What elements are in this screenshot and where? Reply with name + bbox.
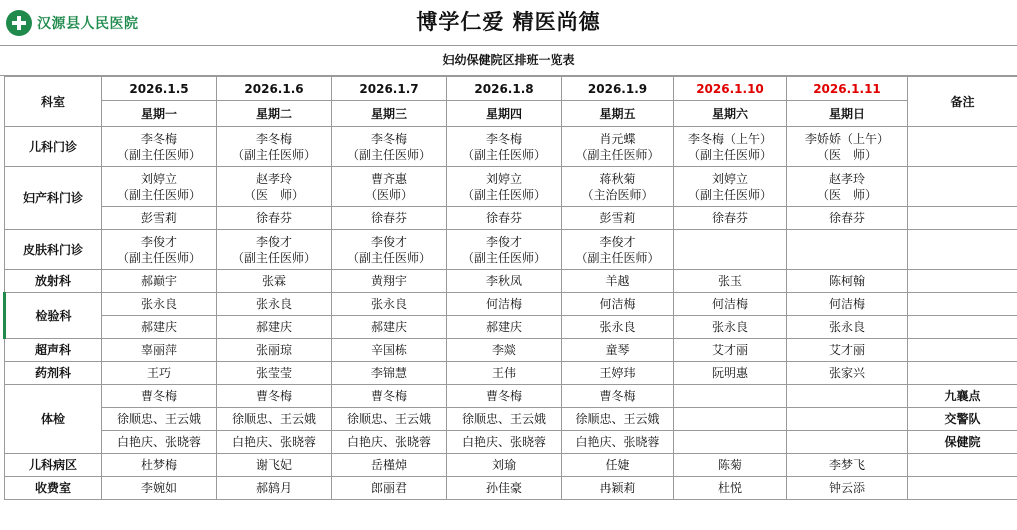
- schedule-cell: [562, 270, 674, 293]
- schedule-cell: [102, 270, 217, 293]
- staff-title: （副主任医师）: [461, 147, 546, 162]
- notes-column-header: 备注: [908, 77, 1017, 127]
- staff-name: 徐春芬: [255, 211, 292, 225]
- weekday-header: 星期日: [787, 101, 908, 127]
- table-row: [5, 230, 1017, 270]
- page-slogan: 博学仁爱 精医尚德: [416, 10, 601, 34]
- date-header: 2026.1.10: [674, 77, 787, 101]
- schedule-cell: [332, 293, 447, 316]
- header-weekday-row: [5, 101, 1017, 127]
- department-name: 药剂科: [5, 362, 102, 385]
- staff-name: 徐顺忠、王云娥: [346, 412, 431, 426]
- staff-name: 李冬梅: [485, 131, 522, 146]
- staff-name: 徐顺忠、王云娥: [116, 412, 201, 426]
- schedule-cell: [332, 431, 447, 454]
- staff-name: 徐顺忠、王云娥: [231, 412, 316, 426]
- schedule-cell: [447, 207, 562, 230]
- schedule-cell: [102, 316, 217, 339]
- schedule-cell: [787, 408, 908, 431]
- weekday-header: 星期一: [102, 101, 217, 127]
- schedule-cell: [562, 207, 674, 230]
- schedule-cell: [447, 270, 562, 293]
- staff-name: 陈菊: [717, 458, 742, 472]
- schedule-cell: [102, 167, 217, 207]
- staff-name: 李冬梅: [255, 131, 292, 146]
- staff-name: 李冬梅（上午）: [687, 131, 772, 146]
- staff-name: 李俊才: [370, 234, 407, 249]
- staff-name: 郝巅宇: [140, 274, 177, 288]
- staff-name: 徐顺忠、王云娥: [575, 412, 660, 426]
- staff-name: 刘婷立: [711, 171, 748, 186]
- schedule-cell: [332, 408, 447, 431]
- staff-name: 冉颖莉: [599, 481, 636, 495]
- staff-title: （副主任医师）: [116, 250, 201, 265]
- schedule-cell: [217, 454, 332, 477]
- row-note: [908, 339, 1017, 362]
- staff-name: 李锦慧: [370, 366, 407, 380]
- schedule-cell: [674, 408, 787, 431]
- staff-name: 刘瑜: [491, 458, 516, 472]
- date-header: 2026.1.11: [787, 77, 908, 101]
- staff-name: 童琴: [605, 343, 630, 357]
- page-subtitle: 妇幼保健院区排班一览表: [0, 46, 1017, 76]
- schedule-cell: [332, 230, 447, 270]
- staff-name: 张永良: [140, 297, 177, 311]
- table-row: [5, 167, 1017, 207]
- staff-title: （主治医师）: [581, 187, 654, 202]
- schedule-cell: [217, 362, 332, 385]
- staff-name: 杜悦: [717, 481, 742, 495]
- schedule-cell: [787, 207, 908, 230]
- schedule-cell: [217, 408, 332, 431]
- staff-name: 王巧: [146, 366, 171, 380]
- department-name: 儿科门诊: [5, 127, 102, 167]
- staff-title: （副主任医师）: [116, 187, 201, 202]
- staff-name: 曹冬梅: [255, 389, 292, 403]
- row-note: 保健院: [908, 431, 1017, 454]
- staff-title: （副主任医师）: [116, 147, 201, 162]
- schedule-cell: [447, 316, 562, 339]
- staff-name: 王婷玮: [599, 366, 636, 380]
- schedule-cell: [102, 385, 217, 408]
- staff-name: 白艳庆、张晓蓉: [116, 435, 201, 449]
- staff-name: 蒋秋菊: [599, 171, 636, 186]
- staff-title: （副主任医师）: [687, 187, 772, 202]
- schedule-cell: [562, 408, 674, 431]
- table-row: [5, 362, 1017, 385]
- schedule-cell: [332, 454, 447, 477]
- department-name: 放射科: [5, 270, 102, 293]
- department-name: 儿科病区: [5, 454, 102, 477]
- schedule-cell: [447, 127, 562, 167]
- staff-title: （医 师）: [243, 187, 304, 202]
- schedule-cell: [102, 230, 217, 270]
- schedule-cell: [217, 207, 332, 230]
- schedule-cell: [332, 127, 447, 167]
- staff-name: 钟云添: [828, 481, 865, 495]
- schedule-cell: [562, 127, 674, 167]
- staff-title: （副主任医师）: [461, 187, 546, 202]
- schedule-cell: [217, 270, 332, 293]
- schedule-cell: [674, 270, 787, 293]
- staff-name: 郝建庆: [140, 320, 177, 334]
- table-row: [5, 339, 1017, 362]
- weekday-header: 星期六: [674, 101, 787, 127]
- staff-name: 刘婷立: [140, 171, 177, 186]
- date-header: 2026.1.6: [217, 77, 332, 101]
- staff-name: 郝建庆: [370, 320, 407, 334]
- staff-name: 刘婷立: [485, 171, 522, 186]
- schedule-cell: [217, 316, 332, 339]
- staff-title: （副主任医师）: [575, 147, 660, 162]
- row-note: [908, 477, 1017, 500]
- schedule-cell: [562, 316, 674, 339]
- row-note: [908, 270, 1017, 293]
- schedule-cell: [447, 431, 562, 454]
- staff-name: 彭雪莉: [140, 211, 177, 225]
- row-note: [908, 454, 1017, 477]
- staff-title: （副主任医师）: [346, 250, 431, 265]
- staff-name: 阮明惠: [711, 366, 748, 380]
- schedule-cell: [562, 167, 674, 207]
- staff-name: 赵孝玲: [828, 171, 865, 186]
- schedule-cell: [332, 339, 447, 362]
- staff-name: 李俊才: [140, 234, 177, 249]
- staff-name: 李俊才: [599, 234, 636, 249]
- date-header: 2026.1.5: [102, 77, 217, 101]
- staff-name: 何洁梅: [828, 297, 865, 311]
- schedule-cell: [102, 362, 217, 385]
- schedule-cell: [332, 362, 447, 385]
- staff-title: （副主任医师）: [231, 250, 316, 265]
- schedule-cell: [102, 477, 217, 500]
- schedule-cell: [447, 385, 562, 408]
- department-name: 超声科: [5, 339, 102, 362]
- staff-name: 艾才丽: [711, 343, 748, 357]
- schedule-cell: [787, 362, 908, 385]
- schedule-cell: [447, 339, 562, 362]
- staff-title: （副主任医师）: [346, 147, 431, 162]
- schedule-cell: [102, 431, 217, 454]
- schedule-cell: [787, 385, 908, 408]
- staff-name: 李冬梅: [140, 131, 177, 146]
- staff-name: 张永良: [711, 320, 748, 334]
- header-date-row: [5, 77, 1017, 101]
- staff-name: 李娇娇（上午）: [804, 131, 889, 146]
- row-note: [908, 127, 1017, 167]
- schedule-cell: [674, 316, 787, 339]
- staff-name: 肖元蝶: [599, 131, 636, 146]
- hospital-name: 汉源县人民医院: [37, 16, 139, 32]
- table-row: [5, 316, 1017, 339]
- staff-name: 徐春芬: [828, 211, 865, 225]
- staff-name: 黄翔宇: [370, 274, 407, 288]
- schedule-cell: [674, 293, 787, 316]
- staff-name: 张家兴: [828, 366, 865, 380]
- staff-name: 张永良: [255, 297, 292, 311]
- schedule-cell: [787, 167, 908, 207]
- schedule-cell: [102, 127, 217, 167]
- schedule-cell: [562, 293, 674, 316]
- row-note: [908, 167, 1017, 207]
- schedule-cell: [102, 207, 217, 230]
- schedule-cell: [787, 230, 908, 270]
- staff-name: 白艳庆、张晓蓉: [346, 435, 431, 449]
- staff-name: 曹冬梅: [370, 389, 407, 403]
- staff-name: 曹齐惠: [370, 171, 407, 186]
- schedule-cell: [217, 339, 332, 362]
- schedule-cell: [562, 454, 674, 477]
- staff-title: （医 师）: [816, 147, 877, 162]
- schedule-cell: [674, 477, 787, 500]
- schedule-cell: [787, 127, 908, 167]
- schedule-cell: [674, 431, 787, 454]
- row-note: [908, 207, 1017, 230]
- table-row: [5, 454, 1017, 477]
- staff-name: 李梦飞: [828, 458, 865, 472]
- schedule-cell: [332, 385, 447, 408]
- schedule-cell: [674, 230, 787, 270]
- staff-name: 王伟: [491, 366, 516, 380]
- staff-name: 徐春芬: [711, 211, 748, 225]
- staff-name: 张丽琼: [255, 343, 292, 357]
- schedule-cell: [217, 477, 332, 500]
- staff-name: 郎丽君: [370, 481, 407, 495]
- schedule-cell: [674, 207, 787, 230]
- schedule-cell: [674, 167, 787, 207]
- schedule-cell: [217, 230, 332, 270]
- table-row: [5, 408, 1017, 431]
- staff-name: 羊越: [605, 274, 630, 288]
- schedule-cell: [332, 316, 447, 339]
- staff-name: 任婕: [605, 458, 630, 472]
- staff-title: （副主任医师）: [687, 147, 772, 162]
- schedule-cell: [447, 408, 562, 431]
- schedule-cell: [787, 270, 908, 293]
- schedule-cell: [447, 454, 562, 477]
- staff-title: （医 师）: [816, 187, 877, 202]
- staff-name: 何洁梅: [599, 297, 636, 311]
- schedule-cell: [447, 230, 562, 270]
- staff-name: 赵孝玲: [255, 171, 292, 186]
- department-name: 检验科: [5, 293, 102, 339]
- staff-name: 彭雪莉: [599, 211, 636, 225]
- staff-name: 李秋凤: [485, 274, 522, 288]
- row-note: [908, 293, 1017, 316]
- staff-name: 陈柯翰: [828, 274, 865, 288]
- row-note: 九襄点: [908, 385, 1017, 408]
- schedule-cell: [787, 477, 908, 500]
- schedule-cell: [332, 270, 447, 293]
- staff-name: 张永良: [828, 320, 865, 334]
- top-banner: [0, 0, 1017, 46]
- table-row: [5, 270, 1017, 293]
- department-name: 妇产科门诊: [5, 167, 102, 230]
- date-header: 2026.1.8: [447, 77, 562, 101]
- schedule-cell: [787, 339, 908, 362]
- staff-name: 张霖: [261, 274, 286, 288]
- schedule-cell: [562, 477, 674, 500]
- schedule-cell: [447, 362, 562, 385]
- staff-name: 徐春芬: [485, 211, 522, 225]
- schedule-cell: [787, 431, 908, 454]
- date-header: 2026.1.7: [332, 77, 447, 101]
- schedule-cell: [447, 293, 562, 316]
- table-row: [5, 385, 1017, 408]
- staff-name: 谢飞妃: [255, 458, 292, 472]
- staff-name: 徐春芬: [370, 211, 407, 225]
- schedule-cell: [332, 167, 447, 207]
- schedule-cell: [102, 293, 217, 316]
- schedule-cell: [102, 408, 217, 431]
- schedule-cell: [674, 362, 787, 385]
- schedule-cell: [217, 385, 332, 408]
- row-note: [908, 230, 1017, 270]
- schedule-cell: [447, 167, 562, 207]
- staff-name: 何洁梅: [485, 297, 522, 311]
- staff-name: 李婉如: [140, 481, 177, 495]
- dept-column-header: 科室: [5, 77, 102, 127]
- row-note: [908, 362, 1017, 385]
- staff-name: 郝鸫月: [255, 481, 292, 495]
- table-row: [5, 477, 1017, 500]
- table-row: [5, 431, 1017, 454]
- schedule-cell: [562, 385, 674, 408]
- schedule-cell: [217, 167, 332, 207]
- weekday-header: 星期二: [217, 101, 332, 127]
- weekday-header: 星期三: [332, 101, 447, 127]
- staff-name: 李俊才: [485, 234, 522, 249]
- schedule-cell: [562, 230, 674, 270]
- schedule-cell: [674, 339, 787, 362]
- schedule-table: [3, 76, 1017, 500]
- table-row: [5, 293, 1017, 316]
- department-name: 收费室: [5, 477, 102, 500]
- schedule-cell: [332, 207, 447, 230]
- staff-name: 徐顺忠、王云娥: [461, 412, 546, 426]
- staff-name: 何洁梅: [711, 297, 748, 311]
- schedule-cell: [562, 362, 674, 385]
- staff-name: 张莹莹: [255, 366, 292, 380]
- schedule-cell: [562, 339, 674, 362]
- staff-name: 辜丽萍: [140, 343, 177, 357]
- staff-name: 郝建庆: [255, 320, 292, 334]
- staff-name: 孙佳豪: [485, 481, 522, 495]
- staff-title: （医师）: [364, 187, 413, 202]
- schedule-cell: [102, 339, 217, 362]
- table-row: [5, 127, 1017, 167]
- schedule-cell: [332, 477, 447, 500]
- staff-title: （副主任医师）: [461, 250, 546, 265]
- staff-name: 白艳庆、张晓蓉: [231, 435, 316, 449]
- staff-name: 曹冬梅: [485, 389, 522, 403]
- staff-name: 郝建庆: [485, 320, 522, 334]
- staff-name: 白艳庆、张晓蓉: [575, 435, 660, 449]
- schedule-cell: [217, 293, 332, 316]
- department-name: 皮肤科门诊: [5, 230, 102, 270]
- schedule-cell: [217, 431, 332, 454]
- row-note: [908, 316, 1017, 339]
- schedule-cell: [447, 477, 562, 500]
- staff-name: 艾才丽: [828, 343, 865, 357]
- schedule-cell: [217, 127, 332, 167]
- staff-name: 李冬梅: [370, 131, 407, 146]
- staff-title: （副主任医师）: [575, 250, 660, 265]
- schedule-cell: [562, 431, 674, 454]
- department-name: 体检: [5, 385, 102, 454]
- staff-name: 辛国栋: [370, 343, 407, 357]
- staff-name: 曹冬梅: [599, 389, 636, 403]
- staff-name: 张永良: [370, 297, 407, 311]
- schedule-cell: [674, 385, 787, 408]
- weekday-header: 星期五: [562, 101, 674, 127]
- schedule-cell: [787, 293, 908, 316]
- staff-name: 白艳庆、张晓蓉: [461, 435, 546, 449]
- schedule-cell: [674, 454, 787, 477]
- staff-name: 杜梦梅: [140, 458, 177, 472]
- staff-name: 曹冬梅: [140, 389, 177, 403]
- staff-name: 岳槿焯: [370, 458, 407, 472]
- weekday-header: 星期四: [447, 101, 562, 127]
- staff-name: 李燚: [491, 343, 516, 357]
- schedule-cell: [674, 127, 787, 167]
- schedule-cell: [787, 454, 908, 477]
- table-row: [5, 207, 1017, 230]
- row-note: 交警队: [908, 408, 1017, 431]
- staff-title: （副主任医师）: [231, 147, 316, 162]
- staff-name: 张永良: [599, 320, 636, 334]
- staff-name: 张玉: [717, 274, 742, 288]
- schedule-cell: [787, 316, 908, 339]
- schedule-cell: [102, 454, 217, 477]
- staff-name: 李俊才: [255, 234, 292, 249]
- date-header: 2026.1.9: [562, 77, 674, 101]
